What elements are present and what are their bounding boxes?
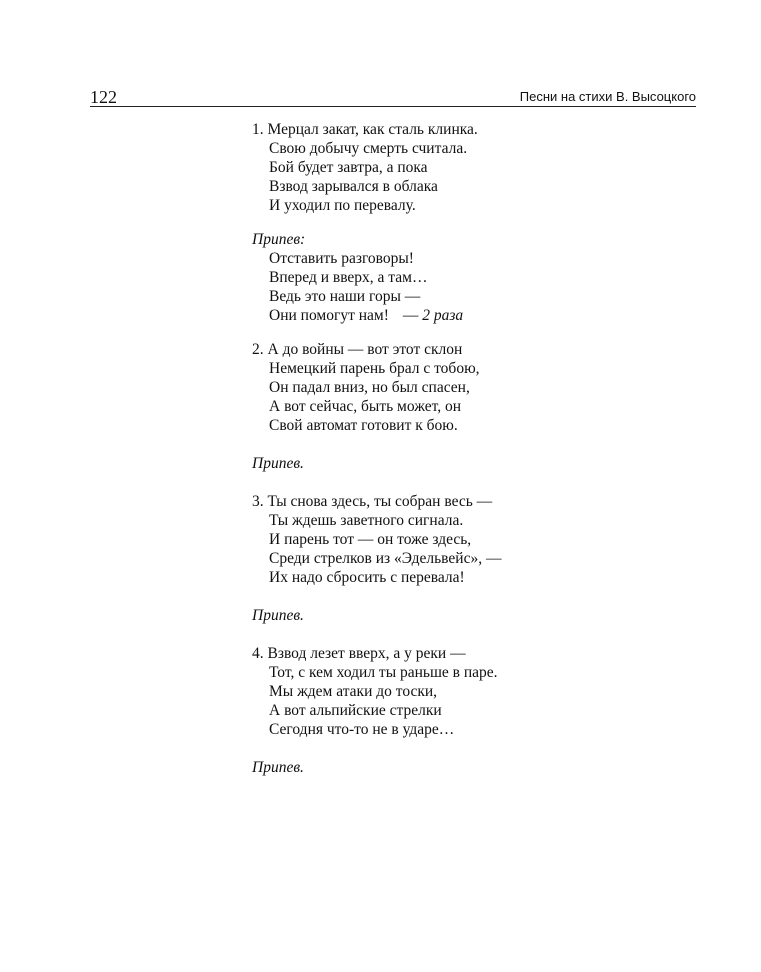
verse-line: 4. Взвод лезет вверх, а у реки — (252, 645, 466, 662)
verse-line: Свой автомат готовит к бою. (269, 417, 458, 434)
verse-line: Бой будет завтра, а пока (269, 159, 428, 176)
page-header (90, 88, 696, 106)
verse-line: 3. Ты снова здесь, ты собран весь — (252, 493, 493, 510)
verse-line: Тот, с кем ходил ты раньше в паре. (269, 664, 498, 681)
verse-3 (252, 492, 692, 587)
verse-line: Взвод зарывался в облака (269, 178, 438, 195)
verse-line: А вот альпийские стрелки (269, 702, 442, 719)
chorus-line: Отставить разговоры! (269, 250, 414, 267)
chorus-label: Припев: (252, 231, 306, 248)
verse-2 (252, 340, 692, 435)
verse-line: Ты ждешь заветного сигнала. (269, 512, 464, 529)
verse-line: Сегодня что-то не в ударе… (269, 721, 455, 738)
chorus-line: Ведь это наши горы — (269, 288, 421, 305)
verse-line: 2. А до войны — вот этот склон (252, 341, 463, 358)
verse-line: Их надо сбросить с перевала! (269, 569, 465, 586)
chorus-line: Они помогут нам! (269, 307, 389, 324)
verse-4 (252, 644, 692, 739)
verse-line: Немецкий парень брал с тобою, (269, 360, 480, 377)
chorus-line-last (252, 306, 692, 325)
verse-line: И парень тот — он тоже здесь, (269, 531, 472, 548)
verse-line: И уходил по перевалу. (269, 197, 416, 214)
chorus (252, 230, 692, 325)
chorus-reference: Припев. (252, 455, 304, 472)
song-text (252, 120, 692, 777)
running-title: Песни на стихи В. Высоцкого (519, 89, 696, 104)
header-rule (90, 106, 696, 107)
verse-line: Среди стрелков из «Эдельвейс», — (269, 550, 502, 567)
verse-line: Мы ждем атаки до тоски, (269, 683, 438, 700)
repeat-note: 2 раза (422, 307, 464, 324)
chorus-reference: Припев. (252, 607, 304, 624)
chorus-reference: Припев. (252, 759, 304, 776)
verse-line: Свою добычу смерть считала. (269, 140, 468, 157)
page-number: 122 (90, 87, 117, 107)
verse-line: Он падал вниз, но был спасен, (269, 379, 470, 396)
chorus-line: Вперед и вверх, а там… (269, 269, 428, 286)
repeat-dash: — (402, 307, 419, 324)
verse-line: 1. Мерцал закат, как сталь клинка. (252, 121, 478, 138)
verse-line: А вот сейчас, быть может, он (269, 398, 462, 415)
verse-1 (252, 120, 692, 215)
